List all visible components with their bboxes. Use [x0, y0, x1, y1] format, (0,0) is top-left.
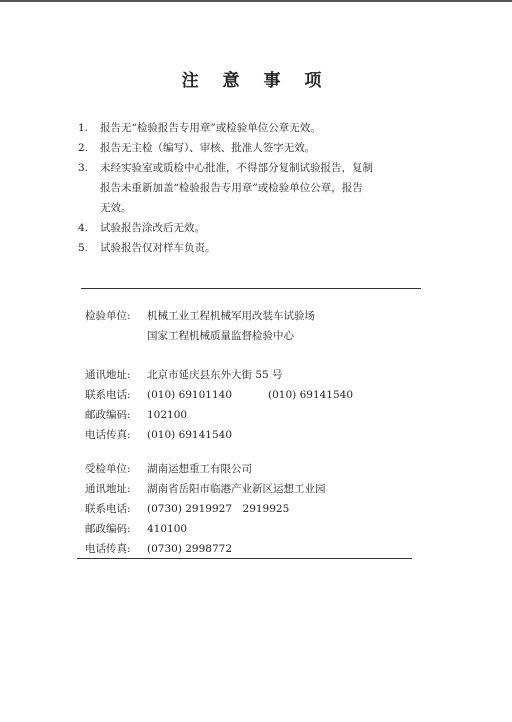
inspector-fax-row [85, 425, 425, 445]
note-line: 无效。 [100, 202, 132, 214]
field-label: 电话传真: [85, 429, 131, 441]
field-label: 电话传真: [85, 543, 131, 555]
field-label: 邮政编码: [85, 523, 131, 535]
note-text [100, 238, 418, 258]
note-item [78, 218, 418, 238]
note-line: 报告未重新加盖“检验报告专用章”或检验单位公章，报告 [100, 182, 363, 194]
note-number: 4. [78, 222, 89, 234]
note-text [100, 158, 418, 218]
note-item [78, 238, 418, 258]
section-divider [81, 288, 421, 289]
client-postcode: 410100 [147, 523, 188, 535]
client-address-row [85, 479, 425, 499]
inspector-fax: (010) 69141540 [147, 429, 233, 441]
client-block [85, 459, 425, 559]
note-text [100, 118, 418, 138]
note-item [78, 138, 418, 158]
top-border-rule [0, 0, 512, 2]
inspector-unit-name-1: 机械工业工程机械军用改装车试验场 [147, 310, 315, 322]
field-label-spacer [85, 326, 147, 346]
inspector-address-row [85, 365, 425, 385]
inspector-phone-values [147, 385, 425, 405]
note-item [78, 158, 418, 218]
inspector-unit-row-2 [85, 326, 425, 346]
inspector-phone-row [85, 385, 425, 405]
inspector-phone-2: (010) 69141540 [268, 389, 354, 401]
note-text [100, 218, 418, 238]
note-number: 2. [78, 142, 89, 154]
section-divider-bottom [77, 558, 412, 559]
notes-list [78, 118, 418, 258]
note-line: 试验报告涂改后无效。 [100, 222, 205, 234]
client-unit-row [85, 459, 425, 479]
inspector-phone-1: (010) 69101140 [147, 389, 233, 401]
field-label: 通讯地址: [85, 369, 131, 381]
note-item [78, 118, 418, 138]
note-number: 5. [78, 242, 89, 254]
inspector-contact-block [85, 365, 425, 445]
field-label: 联系电话: [85, 389, 131, 401]
client-address: 湖南省岳阳市临港产业新区运想工业园 [147, 483, 326, 495]
inspector-address: 北京市延庆县东外大街 55 号 [147, 369, 283, 381]
field-label: 受检单位: [85, 463, 131, 475]
inspector-unit-block [85, 306, 425, 346]
inspector-postcode: 102100 [147, 409, 188, 421]
field-label: 邮政编码: [85, 409, 131, 421]
note-number: 1. [78, 122, 89, 134]
client-postcode-row [85, 519, 425, 539]
field-label: 通讯地址: [85, 483, 131, 495]
inspector-unit-row [85, 306, 425, 326]
note-number: 3. [78, 162, 89, 174]
note-line: 报告无“检验报告专用章”或检验单位公章无效。 [100, 122, 321, 134]
field-label: 检验单位: [85, 310, 131, 322]
note-text [100, 138, 418, 158]
client-unit-name: 湖南运想重工有限公司 [147, 463, 252, 475]
note-line: 报告无主检（编写）、审核、批准人签字无效。 [100, 142, 316, 154]
client-fax-row [85, 539, 425, 559]
field-label: 联系电话: [85, 503, 131, 515]
client-phone: (0730) 2919927 2919925 [147, 503, 290, 515]
inspector-postcode-row [85, 405, 425, 425]
note-line: 未经实验室或质检中心批准，不得部分复制试验报告，复制 [100, 162, 373, 174]
page-title: 注 意 事 项 [181, 71, 331, 91]
client-fax: (0730) 2998772 [147, 543, 233, 555]
client-phone-row [85, 499, 425, 519]
inspector-unit-name-2: 国家工程机械质量监督检验中心 [147, 330, 294, 342]
note-line: 试验报告仅对样车负责。 [100, 242, 216, 254]
